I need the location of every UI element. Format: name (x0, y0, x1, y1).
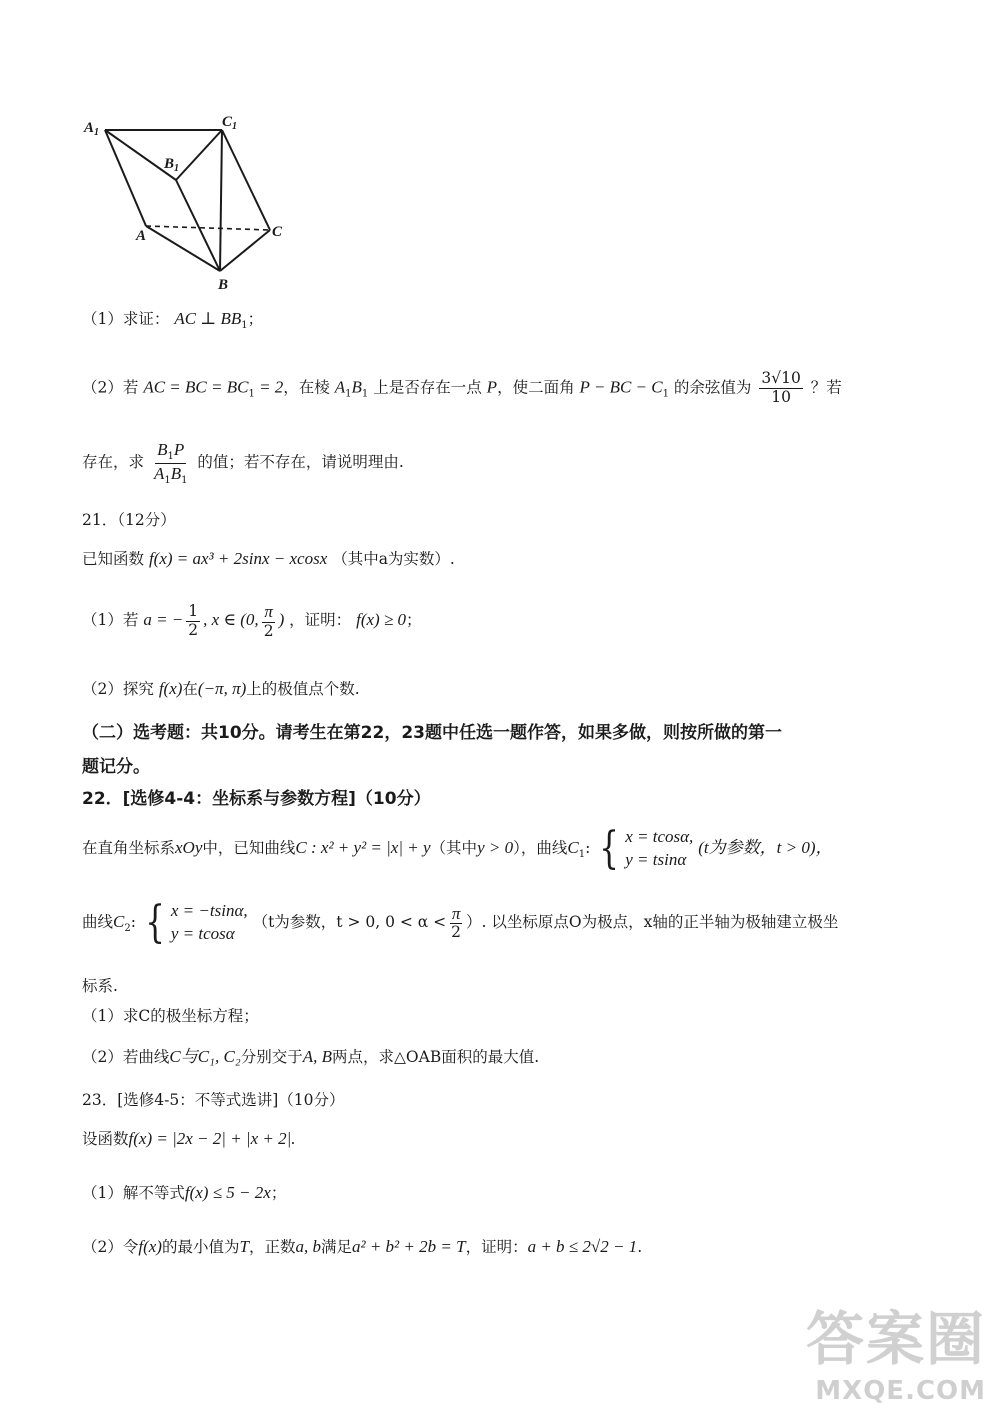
edge-c1-c (222, 130, 270, 230)
edge-c-b (220, 230, 270, 271)
q22-line3: 标系. (82, 977, 118, 995)
watermark-url: MXQE.COM (815, 1376, 986, 1406)
q22-line2: 曲线$C_2$: { x = −tsinα, y = tcosα （t为参数，t > 0, 0 < α < $\frac{\pi}{2}$ ）. 以坐标原点O为极点，x轴的正半轴为极轴建立极坐 (82, 896, 839, 948)
watermark-logo: 答案圈 (805, 1305, 986, 1373)
q23-stem-func: f(x) = |2x − 2| + |x + 2|. (128, 1129, 296, 1148)
q20-part2-cond-end: = 2 (254, 377, 284, 397)
q20-ratio-fraction (152, 440, 190, 486)
q22-c2-system: { x = −tsinα, y = tcosα (145, 896, 248, 948)
label-c1: $C_1$ (222, 114, 238, 132)
label-c: C (272, 224, 283, 240)
ratio-denominator: $A_1B_1$ (153, 463, 188, 486)
q23-p1-prefix: （1）解不等式 (82, 1184, 185, 1202)
q21-part1-prefix: （1）若 (82, 611, 139, 630)
q21-header: 21．（12分） (82, 511, 176, 529)
q21-stem-prefix: 已知函数 (82, 550, 145, 568)
prism-figure (80, 112, 380, 312)
q23-header: 23．[选修4-5：不等式选讲]（10分） (82, 1091, 345, 1109)
q22-l1-cond: y > 0 (477, 837, 514, 857)
q22-l1-mid2: ），曲线 (513, 838, 568, 857)
q21-pi-fraction: $\frac{\pi}{2}$ (263, 602, 274, 640)
q21-stem (82, 548, 455, 570)
q21-part1-close: ) (278, 610, 285, 630)
q23-p2-mid4: ，证明： (465, 1238, 528, 1256)
q20-part2-end: ？若 (810, 378, 842, 397)
q23-p2-prefix: （2）令 (82, 1238, 139, 1256)
q22-l2-prefix: 曲线 (82, 912, 114, 931)
q23-part2: （2）令f(x)的最小值为T，正数a, b满足a² + b² + 2b = T，证明：a + b ≤ 2√2 − 1. (82, 1237, 643, 1256)
q21-part1-ineq: f(x) ≥ 0 (356, 610, 407, 630)
q22-p2-prefix: （2）若曲线 (82, 1048, 170, 1066)
q23-p2-mid3: 满足 (320, 1238, 352, 1256)
q20-part2-prefix: （2）若 (82, 378, 139, 397)
q22-l1-end: (t为参数，t > 0)， (698, 837, 833, 857)
q20-part1-prefix: （1）求证： (82, 310, 170, 328)
q22-p2-mid: 分别交于 (240, 1048, 303, 1066)
q21-part1-a: a = − (143, 610, 184, 630)
q23-p2-eq: a² + b² + 2b = T (351, 1237, 466, 1256)
section2-line2: 题记分。 (82, 757, 150, 777)
q20-part1-math: AC ⊥ BB (174, 309, 242, 328)
q20-part2-fraction (759, 370, 802, 407)
label-b1: $B_1$ (164, 156, 180, 174)
q23-p2-mid2: ，正数 (248, 1238, 296, 1256)
label-b: B (218, 277, 229, 293)
q22-line1: 在直角坐标系xOy中，已知曲线C : x² + y² = |x| + y（其中y > 0），曲线$C_1$: { x = tcosα, y = tsinα (t为参数，t > 0)， (82, 822, 833, 874)
watermark (806, 1292, 986, 1406)
q20-part2-edge2: B (351, 377, 362, 397)
q23-p2-mid: 的最小值为 (161, 1238, 240, 1256)
edge-c1-b (220, 130, 222, 271)
q23-p2-func: f(x) (138, 1237, 162, 1256)
q21-part1-end: ，证明： (289, 611, 352, 630)
q20-part2-P: P (486, 377, 498, 397)
q22-p2-pts: A, B (302, 1047, 333, 1066)
q20-part2-after2: ，使二面角 (497, 378, 575, 397)
q20-part2-cond: AC = BC = BC (143, 377, 249, 397)
q23-p2-conclusion: a + b ≤ 2√2 − 1 (527, 1237, 638, 1256)
q21-part1: （1）若 a = − $\frac{1}{2}$ , x ∈ (0, $\frac{\pi}{2}$ ) ，证明： f(x) ≥ 0； (82, 601, 422, 640)
q22-header: 22．[选修4-4：坐标系与参数方程]（10分） (82, 789, 431, 809)
label-a1: $A_1$ (84, 120, 100, 138)
q21-stem-end: （其中a为实数）. (332, 550, 455, 568)
q23-stem-prefix: 设函数 (82, 1130, 129, 1148)
q21-part1-x: , x ∈ (0, (203, 610, 259, 630)
q20-part2-after3: 的余弦值为 (673, 378, 752, 397)
q21-stem-func: f(x) = ax³ + 2sinx − xcosx (148, 549, 328, 568)
q20-part1-sub: 1 (241, 320, 248, 332)
q21-part2-end: 上的极值点个数. (246, 680, 360, 698)
q22-l1-xoy: xOy (175, 837, 203, 857)
q22-part1: （1）求C的极坐标方程； (82, 1007, 259, 1025)
section2-line1: （二）选考题：共10分。请考生在第22，23题中任选一题作答，如果多做，则按所做的第一 (82, 723, 782, 743)
q23-p1-ineq: f(x) ≤ 5 − 2x (184, 1183, 271, 1202)
q23-part1: （1）解不等式f(x) ≤ 5 − 2x； (82, 1183, 287, 1202)
q22-pi-fraction: $\frac{\pi}{2}$ (451, 903, 462, 942)
q21-part2 (82, 678, 360, 700)
q21-part2-func: f(x) (158, 679, 183, 698)
q20-part2-angle: P − BC − C (579, 377, 663, 397)
q22-l2-end: ）. 以坐标原点O为极点，x轴的正半轴为极轴建立极坐 (466, 912, 839, 931)
q20-cont-end: 的值；若不存在，请说明理由. (197, 453, 404, 472)
q21-part2-prefix: （2）探究 (82, 680, 154, 698)
q22-part2 (82, 1046, 539, 1068)
edge-b1-c1 (176, 130, 222, 180)
fraction-denominator: 10 (771, 387, 791, 406)
q21-half-fraction: $\frac{1}{2}$ (188, 601, 199, 639)
q20-part2: （2）若 AC = BC = $BC_1 = 2$，在棱 $A_1B_1$ 上是否存在一点 P，使二面角 P − BC − $C_1$ 的余弦值为 $\frac{3√10}{10}$ ？若 (82, 369, 842, 406)
fraction-numerator: 3√10 (761, 369, 801, 387)
q22-l1-curve: C : x² + y² = |x| + y (295, 837, 431, 857)
q22-l1-paren: （其中 (430, 838, 478, 857)
q23-p2-ab: a, b (295, 1237, 321, 1256)
q21-part2-mid: 在 (182, 680, 198, 698)
q20-part2-mid: ，在棱 (283, 378, 330, 397)
q20-cont-prefix: 存在，求 (82, 453, 145, 472)
q22-p2-math: C与C₁, C₂ (169, 1047, 241, 1066)
edge-a-c-hidden (146, 226, 270, 230)
q20-part2-edge: A (334, 377, 346, 397)
q21-part2-interval: (−π, π) (197, 679, 247, 698)
q22-c1-system: { x = tcosα, y = tsinα (599, 822, 694, 874)
q22-p2-end: 两点，求△OAB面积的最大值. (332, 1048, 540, 1066)
q22-l1-prefix: 在直角坐标系 (82, 838, 176, 857)
q20-part2-after: 上是否存在一点 (373, 378, 482, 397)
ratio-numerator: $B_1P$ (157, 440, 185, 463)
q20-part2-cont (82, 440, 404, 486)
q23-stem (82, 1128, 296, 1150)
label-a: A (136, 228, 147, 244)
q22-l2-mid: （t为参数，t > 0, 0 < α < (252, 912, 447, 931)
q22-l1-c1: C (567, 837, 579, 857)
q20-part1: （1）求证： AC ⊥ $BB_1$； (82, 309, 264, 332)
q22-l2-c2: C (113, 911, 125, 931)
q23-p2-T: T (239, 1237, 249, 1256)
q22-l1-mid: 中，已知曲线 (202, 838, 296, 857)
